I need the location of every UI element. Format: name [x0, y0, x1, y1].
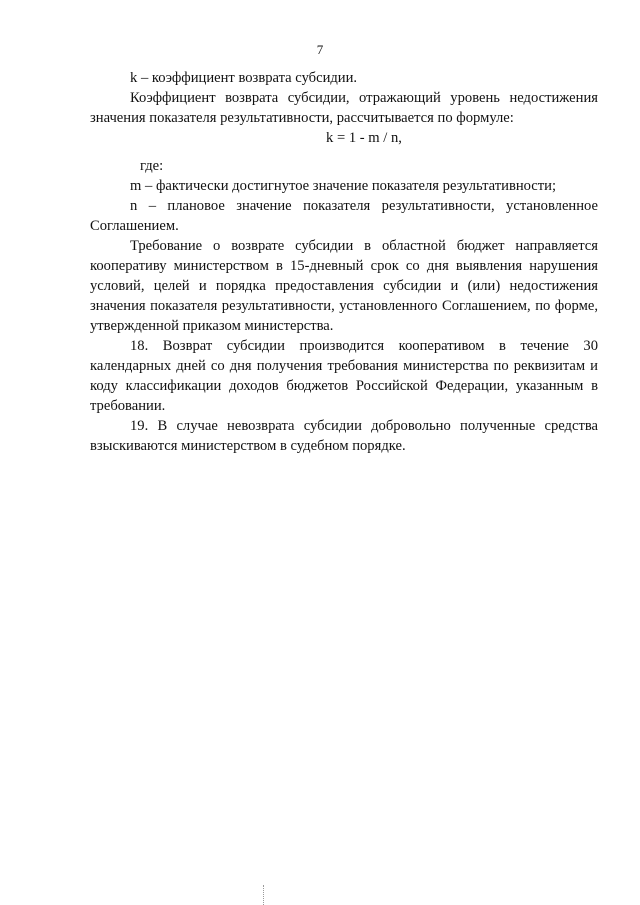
m-definition-paragraph: m – фактически достигнутое значение показателя результативности;: [130, 178, 557, 194]
item-18-paragraph: 18. Возврат субсидии производится кооперативом в течение 30 календарных дней со дня получения требования министерства по реквизитам и коду классификации доходов бюджетов Российской Федерации, указанным в требовании.: [90, 338, 598, 414]
n-definition-paragraph: n – плановое значение показателя результативности, установленное Соглашением.: [90, 198, 598, 234]
requirement-paragraph: Требование о возврате субсидии в областной бюджет направляется кооперативу министерством в 15-дневный срок со дня выявления нарушения условий, целей и порядка предоставления субсидии и (или) недостижения значения показателя результативности, установленного Соглашением, по форме, утвержденной приказом министерства.: [90, 238, 598, 334]
document-body: [90, 68, 598, 456]
item-19-paragraph: 19. В случае невозврата субсидии добровольно полученные средства взыскиваются министерством в судебном порядке.: [90, 418, 598, 454]
where-label: где:: [140, 158, 164, 174]
scan-artifact-mark: [263, 885, 266, 905]
formula: k = 1 - m / n,: [326, 130, 402, 146]
coefficient-description-paragraph: Коэффициент возврата субсидии, отражающий уровень недостижения значения показателя результативности, рассчитывается по формуле:: [90, 90, 598, 126]
page-number: 7: [316, 42, 324, 57]
k-definition-paragraph: k – коэффициент возврата субсидии.: [130, 70, 358, 86]
